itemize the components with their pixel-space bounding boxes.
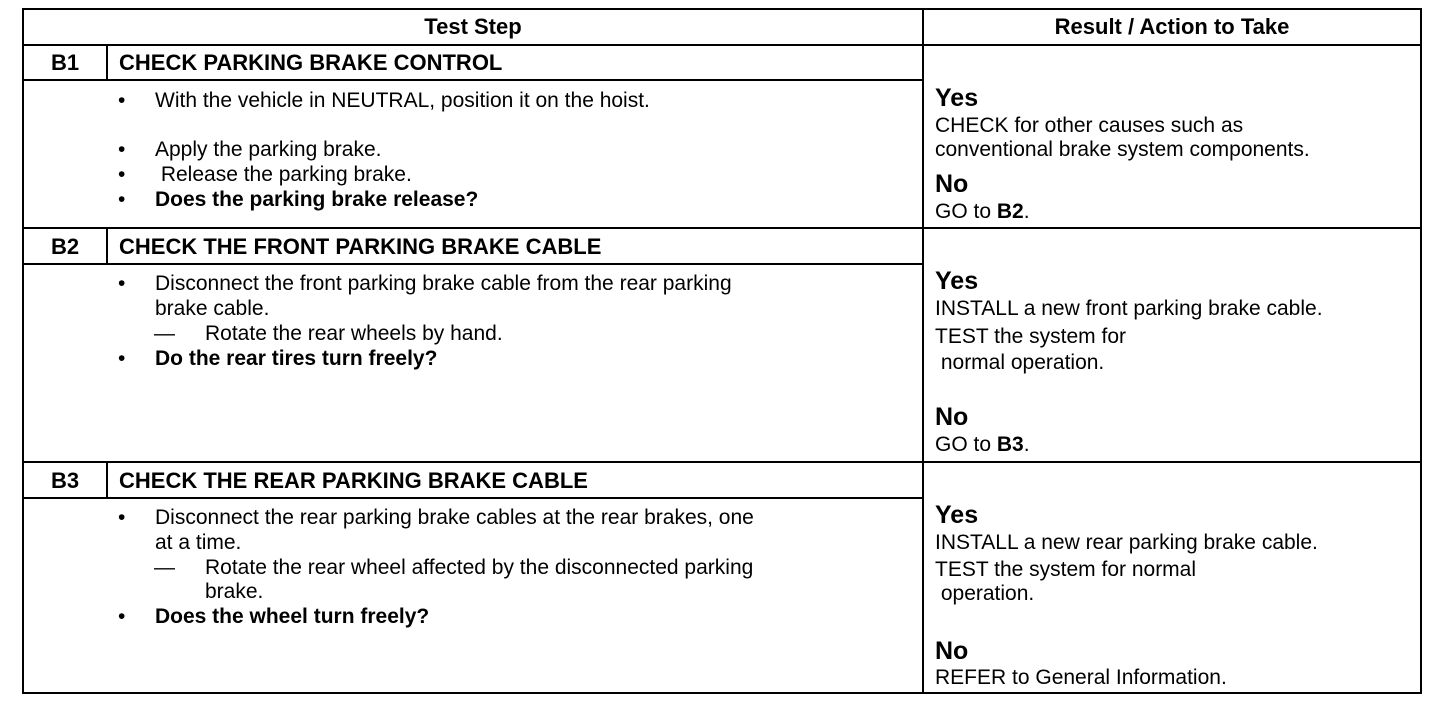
b1-no-label: No (935, 170, 969, 198)
b3-yes-line-3: operation. (935, 582, 1035, 605)
b3-item-1: Disconnect the rear parking brake cables at the rear brakes, one (155, 506, 754, 529)
b1-item-3: Release the parking brake. (155, 163, 412, 186)
b3-code-divider (106, 462, 108, 498)
b3-yes-line-1: INSTALL a new rear parking brake cable. (935, 531, 1318, 554)
b2-no-action (935, 432, 1030, 457)
b1-b2-divider (24, 227, 1420, 229)
bullet-icon: • (118, 163, 126, 186)
bullet-icon: • (118, 89, 126, 112)
b1-yes-label: Yes (935, 84, 979, 112)
bullet-icon: • (118, 506, 126, 529)
b1-no-suffix: . (1023, 200, 1030, 223)
b1-title-divider (24, 79, 922, 81)
b2-no-label: No (935, 403, 969, 431)
b2-code-divider (106, 228, 108, 264)
b2-b3-divider (24, 461, 1420, 463)
b2-yes-line-2: TEST the system for (935, 325, 1126, 348)
bullet-icon: • (118, 138, 126, 161)
column-divider (922, 10, 924, 692)
b3-sub-item-cont: brake. (205, 580, 264, 603)
b2-title-divider (24, 263, 922, 265)
step-title-b3: CHECK THE REAR PARKING BRAKE CABLE (119, 468, 588, 493)
b1-no-action (935, 199, 1030, 224)
dash-icon: — (154, 556, 175, 579)
b1-yes-line-1: CHECK for other causes such as (935, 114, 1244, 137)
b2-question: Do the rear tires turn freely? (155, 347, 438, 370)
b3-item-1-cont: at a time. (155, 531, 242, 554)
b1-code-divider (106, 44, 108, 80)
step-title-b2: CHECK THE FRONT PARKING BRAKE CABLE (119, 234, 602, 259)
bullet-icon: • (118, 605, 126, 628)
b2-no-prefix: GO to (935, 433, 997, 456)
b2-no-target: B3 (996, 433, 1024, 456)
step-code-b1: B1 (50, 50, 80, 75)
b2-yes-line-1: INSTALL a new front parking brake cable. (935, 297, 1323, 320)
bullet-icon: • (118, 272, 126, 295)
b3-no-action: REFER to General Information. (935, 666, 1227, 689)
b2-sub-item: Rotate the rear wheels by hand. (205, 322, 503, 345)
b2-no-suffix: . (1023, 433, 1030, 456)
b2-item-1-cont: brake cable. (155, 297, 270, 320)
b1-item-1: With the vehicle in NEUTRAL, position it on the hoist. (155, 89, 650, 112)
b1-no-target: B2 (996, 200, 1024, 223)
b1-no-prefix: GO to (935, 200, 997, 223)
b1-question: Does the parking brake release? (155, 188, 479, 211)
b2-yes-label: Yes (935, 267, 979, 295)
b3-yes-line-2: TEST the system for normal (935, 558, 1197, 581)
diagnostic-table (22, 8, 1422, 694)
header-result-action: Result / Action to Take (1054, 14, 1290, 39)
b2-item-1: Disconnect the front parking brake cable from the rear parking (155, 272, 732, 295)
step-title-b1: CHECK PARKING BRAKE CONTROL (119, 50, 503, 75)
step-code-b2: B2 (50, 234, 80, 259)
step-code-b3: B3 (50, 468, 80, 493)
bullet-icon: • (118, 347, 126, 370)
dash-icon: — (154, 322, 175, 345)
header-divider (24, 44, 1420, 46)
b1-item-2: Apply the parking brake. (155, 138, 382, 161)
bullet-icon: • (118, 188, 126, 211)
b3-title-divider (24, 497, 922, 499)
header-test-step: Test Step (424, 14, 522, 39)
b3-question: Does the wheel turn freely? (155, 605, 430, 628)
b3-yes-label: Yes (935, 501, 979, 529)
b1-yes-line-2: conventional brake system components. (935, 138, 1310, 161)
b2-yes-line-3: normal operation. (935, 351, 1105, 374)
b3-no-label: No (935, 637, 969, 665)
b3-sub-item: Rotate the rear wheel affected by the disconnected parking (205, 556, 754, 579)
